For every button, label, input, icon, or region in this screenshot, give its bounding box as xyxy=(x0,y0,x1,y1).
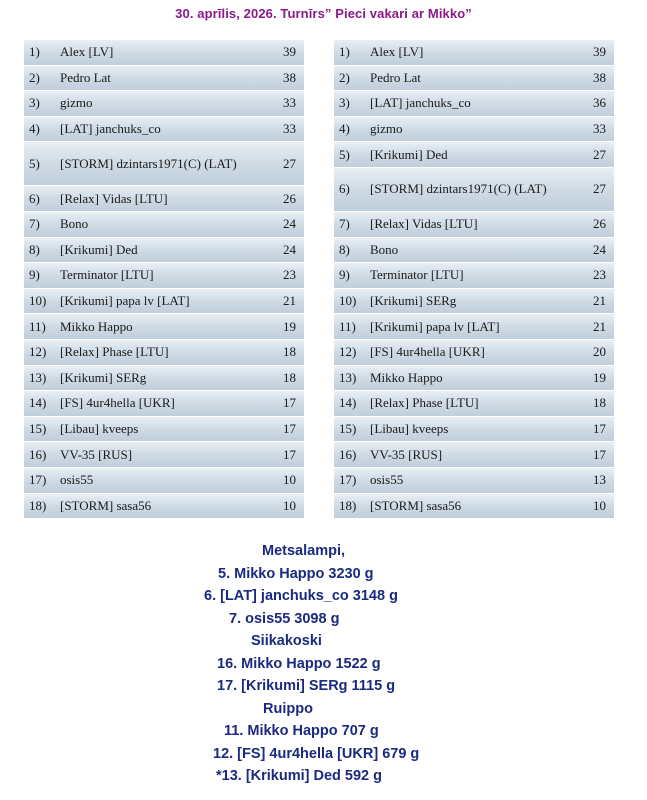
player-name: Mikko Happo xyxy=(60,318,133,334)
table-row xyxy=(334,212,614,238)
table-row xyxy=(24,417,304,443)
rank-cell: 8) xyxy=(29,241,40,257)
lake-heading: Metsalampi, xyxy=(262,543,345,559)
table-row xyxy=(334,117,614,143)
points-cell: 33 xyxy=(283,121,296,137)
player-name: [LAT] janchuks_co xyxy=(370,95,471,111)
table-row xyxy=(24,468,304,494)
player-name: Mikko Happo xyxy=(370,369,443,385)
points-cell: 19 xyxy=(283,318,296,334)
points-cell: 21 xyxy=(283,293,296,309)
rank-cell: 2) xyxy=(339,69,350,85)
points-cell: 10 xyxy=(283,497,296,513)
table-row xyxy=(334,442,614,468)
rank-cell: 12) xyxy=(29,344,47,360)
rank-cell: 15) xyxy=(339,421,357,437)
points-cell: 39 xyxy=(593,44,606,60)
table-row xyxy=(24,289,304,315)
player-name: VV-35 [RUS] xyxy=(60,446,133,462)
rank-cell: 10) xyxy=(29,293,47,309)
standings-table-right xyxy=(334,40,614,519)
rank-cell: 14) xyxy=(29,395,47,411)
points-cell: 17 xyxy=(593,446,606,462)
result-line: 16. Mikko Happo 1522 g xyxy=(217,655,381,672)
table-row xyxy=(24,40,304,66)
points-cell: 17 xyxy=(283,446,296,462)
player-name: Bono xyxy=(370,241,399,257)
rank-cell: 17) xyxy=(339,472,357,488)
points-cell: 19 xyxy=(593,369,606,385)
rank-cell: 7) xyxy=(29,216,40,232)
player-name: [STORM] sasa56 xyxy=(60,497,152,513)
result-line: *13. [Krikumi] Ded 592 g xyxy=(216,768,382,784)
rank-cell: 5) xyxy=(339,146,350,162)
rank-cell: 16) xyxy=(339,446,357,462)
table-row xyxy=(24,442,304,468)
table-row xyxy=(334,468,614,494)
player-name: [Krikumi] SERg xyxy=(60,369,147,385)
rank-cell: 6) xyxy=(339,181,350,197)
rank-cell: 3) xyxy=(339,95,350,111)
table-row xyxy=(334,263,614,289)
rank-cell: 14) xyxy=(339,395,357,411)
player-name: Terminator [LTU] xyxy=(370,267,464,283)
table-row xyxy=(334,391,614,417)
lake-heading: Siikakoski xyxy=(251,633,322,649)
table-row xyxy=(24,142,304,186)
rank-cell: 10) xyxy=(339,293,357,309)
rank-cell: 4) xyxy=(29,121,40,137)
lake-heading: Ruippo xyxy=(263,700,313,717)
rank-cell: 11) xyxy=(339,318,356,334)
rank-cell: 9) xyxy=(339,267,350,283)
rank-cell: 1) xyxy=(339,44,350,60)
player-name: [FS] 4ur4hella [UKR] xyxy=(60,395,175,411)
rank-cell: 18) xyxy=(339,497,357,513)
player-name: [Libau] kveeps xyxy=(370,421,449,437)
points-cell: 18 xyxy=(593,395,606,411)
points-cell: 26 xyxy=(593,216,606,232)
table-row xyxy=(334,142,614,168)
player-name: [Krikumi] Ded xyxy=(370,146,448,162)
rank-cell: 8) xyxy=(339,241,350,257)
table-row xyxy=(24,263,304,289)
player-name: Pedro Lat xyxy=(60,69,111,85)
table-row xyxy=(24,212,304,238)
player-name: Pedro Lat xyxy=(370,69,421,85)
table-row xyxy=(334,66,614,92)
rank-cell: 11) xyxy=(29,318,46,334)
rank-cell: 7) xyxy=(339,216,350,232)
table-row xyxy=(334,494,614,520)
table-row xyxy=(334,91,614,117)
rank-cell: 12) xyxy=(339,344,357,360)
points-cell: 13 xyxy=(593,472,606,488)
points-cell: 27 xyxy=(593,146,606,162)
rank-cell: 3) xyxy=(29,95,40,111)
points-cell: 18 xyxy=(283,369,296,385)
result-line: 17. [Krikumi] SERg 1115 g xyxy=(217,678,396,694)
points-cell: 26 xyxy=(283,190,296,206)
points-cell: 10 xyxy=(283,472,296,488)
points-cell: 24 xyxy=(283,216,296,232)
player-name: [STORM] dzintars1971(C) (LAT) xyxy=(60,155,237,171)
player-name: gizmo xyxy=(370,121,403,137)
rank-cell: 15) xyxy=(29,421,47,437)
table-row xyxy=(24,238,304,264)
table-row xyxy=(24,494,304,520)
standings-table-left xyxy=(24,40,304,519)
rank-cell: 2) xyxy=(29,69,40,85)
points-cell: 38 xyxy=(283,69,296,85)
points-cell: 24 xyxy=(283,241,296,257)
player-name: [Libau] kveeps xyxy=(60,421,139,437)
rank-cell: 17) xyxy=(29,472,47,488)
points-cell: 23 xyxy=(593,267,606,283)
player-name: [LAT] janchuks_co xyxy=(60,121,161,137)
player-name: [Krikumi] SERg xyxy=(370,293,457,309)
player-name: [STORM] dzintars1971(C) (LAT) xyxy=(370,181,547,197)
points-cell: 27 xyxy=(283,155,296,171)
table-row xyxy=(334,417,614,443)
points-cell: 20 xyxy=(593,344,606,360)
player-name: VV-35 [RUS] xyxy=(370,446,443,462)
player-name: Bono xyxy=(60,216,89,232)
table-row xyxy=(334,366,614,392)
result-line: 5. Mikko Happo 3230 g xyxy=(218,565,374,582)
rank-cell: 18) xyxy=(29,497,47,513)
points-cell: 17 xyxy=(283,395,296,411)
points-cell: 36 xyxy=(593,95,606,111)
result-line: 6. [LAT] janchuks_co 3148 g xyxy=(204,588,398,604)
table-row xyxy=(24,186,304,212)
result-line: 11. Mikko Happo 707 g xyxy=(224,723,379,739)
points-cell: 39 xyxy=(283,44,296,60)
points-cell: 17 xyxy=(593,421,606,437)
player-name: Alex [LV] xyxy=(60,44,114,60)
points-cell: 27 xyxy=(593,181,606,197)
player-name: [Krikumi] papa lv [LAT] xyxy=(60,293,190,309)
player-name: [Relax] Vidas [LTU] xyxy=(370,216,478,232)
points-cell: 24 xyxy=(593,241,606,257)
player-name: [Krikumi] papa lv [LAT] xyxy=(370,318,500,334)
rank-cell: 1) xyxy=(29,44,40,60)
points-cell: 33 xyxy=(593,121,606,137)
table-row xyxy=(334,168,614,212)
page-title: 30. aprīlis, 2026. Turnīrs” Pieci vakari ar Mikko” xyxy=(175,6,472,21)
table-row xyxy=(334,40,614,66)
player-name: gizmo xyxy=(60,95,93,111)
points-cell: 17 xyxy=(283,421,296,437)
table-row xyxy=(24,117,304,143)
table-row xyxy=(334,238,614,264)
rank-cell: 6) xyxy=(29,190,40,206)
table-row xyxy=(24,314,304,340)
points-cell: 23 xyxy=(283,267,296,283)
player-name: osis55 xyxy=(60,472,94,488)
result-line: 12. [FS] 4ur4hella [UKR] 679 g xyxy=(213,745,420,762)
player-name: [FS] 4ur4hella [UKR] xyxy=(370,344,485,360)
rank-cell: 4) xyxy=(339,121,350,137)
player-name: [Relax] Vidas [LTU] xyxy=(60,190,168,206)
points-cell: 10 xyxy=(593,497,606,513)
player-name: [Relax] Phase [LTU] xyxy=(60,344,169,360)
points-cell: 21 xyxy=(593,318,606,334)
rank-cell: 13) xyxy=(339,369,357,385)
table-row xyxy=(334,314,614,340)
table-row xyxy=(24,66,304,92)
player-name: Terminator [LTU] xyxy=(60,267,154,283)
result-line: 7. osis55 3098 g xyxy=(229,610,340,627)
table-row xyxy=(334,340,614,366)
rank-cell: 9) xyxy=(29,267,40,283)
player-name: osis55 xyxy=(370,472,404,488)
points-cell: 38 xyxy=(593,69,606,85)
player-name: [STORM] sasa56 xyxy=(370,497,462,513)
table-row xyxy=(334,289,614,315)
points-cell: 18 xyxy=(283,344,296,360)
table-row xyxy=(24,366,304,392)
player-name: [Relax] Phase [LTU] xyxy=(370,395,479,411)
table-row xyxy=(24,340,304,366)
player-name: [Krikumi] Ded xyxy=(60,241,138,257)
table-row xyxy=(24,391,304,417)
rank-cell: 16) xyxy=(29,446,47,462)
rank-cell: 5) xyxy=(29,155,40,171)
points-cell: 33 xyxy=(283,95,296,111)
player-name: Alex [LV] xyxy=(370,44,424,60)
rank-cell: 13) xyxy=(29,369,47,385)
points-cell: 21 xyxy=(593,293,606,309)
table-row xyxy=(24,91,304,117)
